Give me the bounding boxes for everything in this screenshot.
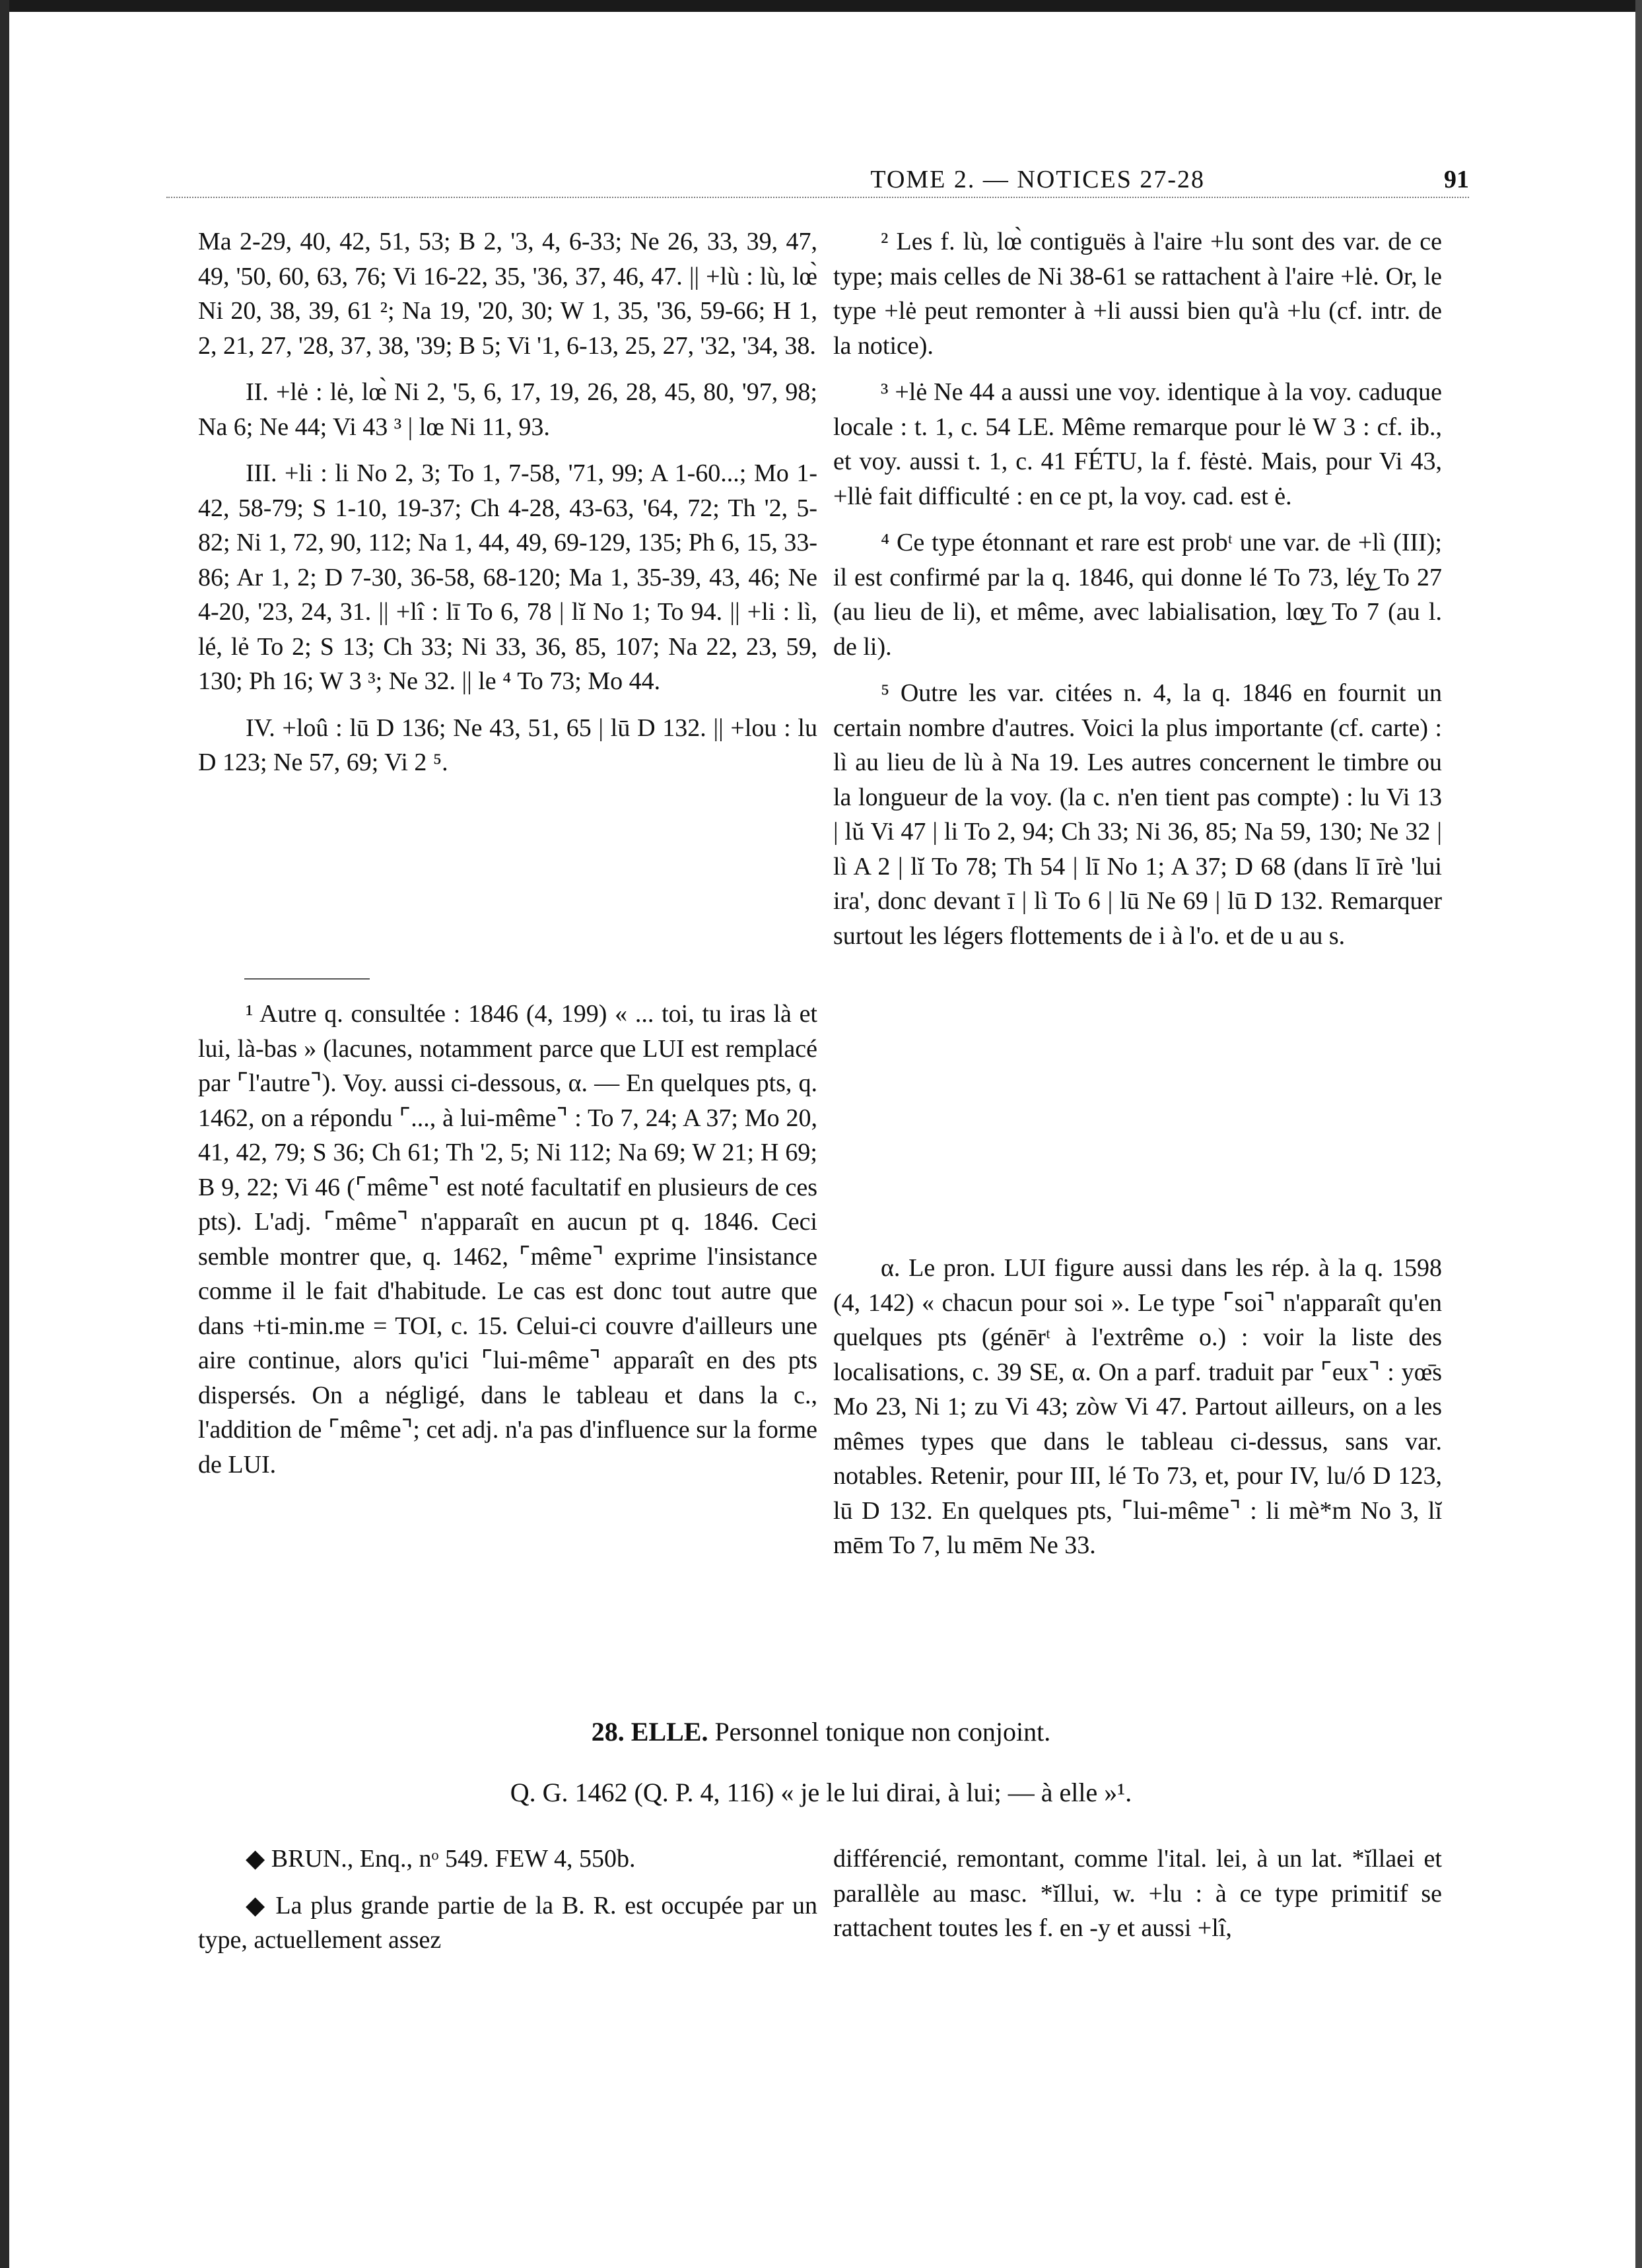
footnote-4: ⁴ Ce type étonnant et rare est probᵗ une var. de +lì (III); il est confirmé par la q. 1846, qui donne lé To 73, lé͜y To 27 (au lieu de li), et même, avec labialisation, lœ͜y To 7 (au l. de li). (833, 529, 1442, 661)
left-column-top (198, 224, 817, 792)
header-rule (166, 197, 1469, 198)
alpha-paragraph: α. Le pron. LUI figure aussi dans les rép. à la q. 1598 (4, 142) « chacun pour soi ». Le type ⌜soi⌝ n'apparaît qu'en quelques pts (génērᵗ à l'extrême o.) : voir la liste des localisations, c. 39 SE, α. On a parf. traduit par ⌜eux⌝ : yœ̄s Mo 23, Ni 1; zu Vi 43; zòw Vi 47. Partout ailleurs, on a les mêmes types que dans le tableau ci-dessus, sans var. notables. Retenir, pour III, lé To 73, et, pour IV, lu/ó D 123, lū D 132. En quelques pts, ⌜lui-même⌝ : li mè*m No 3, lĭ mēm To 7, lu mēm Ne 33. (833, 1254, 1442, 1559)
page-number: 91 (1444, 166, 1469, 193)
intro-paragraph: ◆ La plus grande partie de la B. R. est occupée par un type, actuellement assez (198, 1891, 817, 1954)
running-title: TOME 2. — NOTICES 27-28 (870, 166, 1205, 193)
alpha-note (833, 1251, 1442, 1575)
scan-border-right (1635, 0, 1642, 2268)
paragraph-section-iv: IV. +loû : lū D 136; Ne 43, 51, 65 | lū D 132. || +lou : lu D 123; Ne 57, 69; Vi 2 ⁵. (198, 714, 817, 776)
continuation-paragraph: différencié, remontant, comme l'ital. lei, à un lat. *ĭllaei et parallèle au masc. *ĭllui, w. +lu : à ce type primitif se rattachent toutes les f. en -y et aussi +lî, (833, 1845, 1442, 1942)
footnote-2: ² Les f. lù, lœ̀ contiguës à l'aire +lu sont des var. de ce type; mais celles de Ni 38-61 se rattachent à l'aire +lė. Or, le type +lė peut remonter à +li aussi bien qu'à +lu (cf. intr. de la notice). (833, 228, 1442, 360)
section-heading (0, 1716, 1642, 1747)
footnote-rule (244, 978, 370, 980)
left-footnote (198, 997, 817, 1494)
scan-border-left (0, 0, 9, 2268)
right-column-notes (833, 224, 1442, 965)
paragraph-section-iii: III. +li : li No 2, 3; To 1, 7-58, '71, 99; A 1-60...; Mo 1-42, 58-79; S 1-10, 19-37; Ch 4-28, 43-63, '64, 72; Th '2, 5-82; Ni 1, 72, 90, 112; Na 1, 44, 49, 69-129, 135; Ph 6, 15, 33-86; Ar 1, 2; D 7-30, 36-58, 68-120; Ma 1, 35-39, 43, 46; Ne 4-20, '23, 24, 31. || +lî : lī To 6, 78 | lĭ No 1; To 94. || +li : lì, lé, lẻ To 2; S 13; Ch 33; Ni 33, 36, 85, 107; Na 22, 23, 59, 130; Ph 16; W 3 ³; Ne 32. || le ⁴ To 73; Mo 44. (198, 459, 818, 695)
paragraph-lu-forms: Ma 2-29, 40, 42, 51, 53; B 2, '3, 4, 6-33; Ne 26, 33, 39, 47, 49, '50, 60, 63, 76; Vi 16-22, 35, '36, 37, 46, 47. || +lù : lù, lœ̀ Ni 20, 38, 39, 61 ²; Na 19, '20, 30; W 1, 35, '36, 59-66; H 1, 2, 21, 27, '28, 37, 38, '39; B 5; Vi '1, 6-13, 25, 27, '32, '34, 38. (198, 228, 817, 360)
footnote-5: ⁵ Outre les var. citées n. 4, la q. 1846 en fournit un certain nombre d'autres. Voici la plus importante (cf. carte) : lì au lieu de lù à Na 19. Les autres concernent le timbre ou la longueur de la voy. (la c. n'en tient pas compte) : lu Vi 13 | lŭ Vi 47 | li To 2, 94; Ch 33; Ni 36, 85; Na 59, 130; Ne 32 | lì A 2 | lĭ To 78; Th 54 | lī No 1; A 37; D 68 (dans lī īrè 'lui ira', donc devant ī | lì To 6 | lū Ne 69 | lū D 132. Remarquer surtout les légers flottements de i à l'o. et de u au s. (833, 679, 1442, 950)
bottom-left-column (198, 1842, 817, 1970)
section-number-title: 28. ELLE. (591, 1717, 708, 1747)
page-header (166, 165, 1469, 205)
footnote-1: ¹ Autre q. consultée : 1846 (4, 199) « ... toi, tu iras là et lui, là-bas » (lacunes, notamment parce que LUI est remplacé par ⌜l'autre⌝). Voy. aussi ci-dessous, α. — En quelques pts, q. 1462, on a répondu ⌜..., à lui-même⌝ : To 7, 24; A 37; Mo 20, 41, 42, 79; S 36; Ch 61; Th '2, 5; Ni 112; Na 69; W 21; H 69; B 9, 22; Vi 46 (⌜même⌝ est noté facultatif en plusieurs de ces pts). L'adj. ⌜même⌝ n'apparaît en aucun pt q. 1846. Ceci semble montrer que, q. 1462, ⌜même⌝ exprime l'insistance comme il le fait d'habitude. Le cas est donc tout autre que dans +ti-min.me = TOI, c. 15. Celui-ci couvre d'ailleurs une aire continue, alors qu'ici ⌜lui-même⌝ apparaît en des pts dispersés. On a négligé, dans le tableau et dans la c., l'addition de ⌜même⌝; cet adj. n'a pas d'influence sur la forme de LUI. (198, 1000, 817, 1479)
scan-border-top (0, 0, 1642, 12)
section-subtitle: Personnel tonique non conjoint. (714, 1717, 1051, 1747)
bottom-right-column (833, 1842, 1442, 1958)
section-question: Q. G. 1462 (Q. P. 4, 116) « je le lui dirai, à lui; — à elle »¹. (510, 1778, 1132, 1807)
references-line: ◆ BRUN., Enq., nᵒ 549. FEW 4, 550b. (246, 1845, 636, 1873)
footnote-3: ³ +lė Ne 44 a aussi une voy. identique à la voy. caduque locale : t. 1, c. 54 LE. Même remarque pour lė W 3 : cf. ib., et voy. aussi t. 1, c. 41 FÉTU, la f. fėstė. Mais, pour Vi 43, +llė fait difficulté : en ce pt, la voy. cad. est ė. (833, 378, 1442, 510)
paragraph-section-ii: II. +lė : lė, lœ̀ Ni 2, '5, 6, 17, 19, 26, 28, 45, 80, '97, 98; Na 6; Ne 44; Vi 43 ³ | lœ Ni 11, 93. (198, 378, 817, 441)
